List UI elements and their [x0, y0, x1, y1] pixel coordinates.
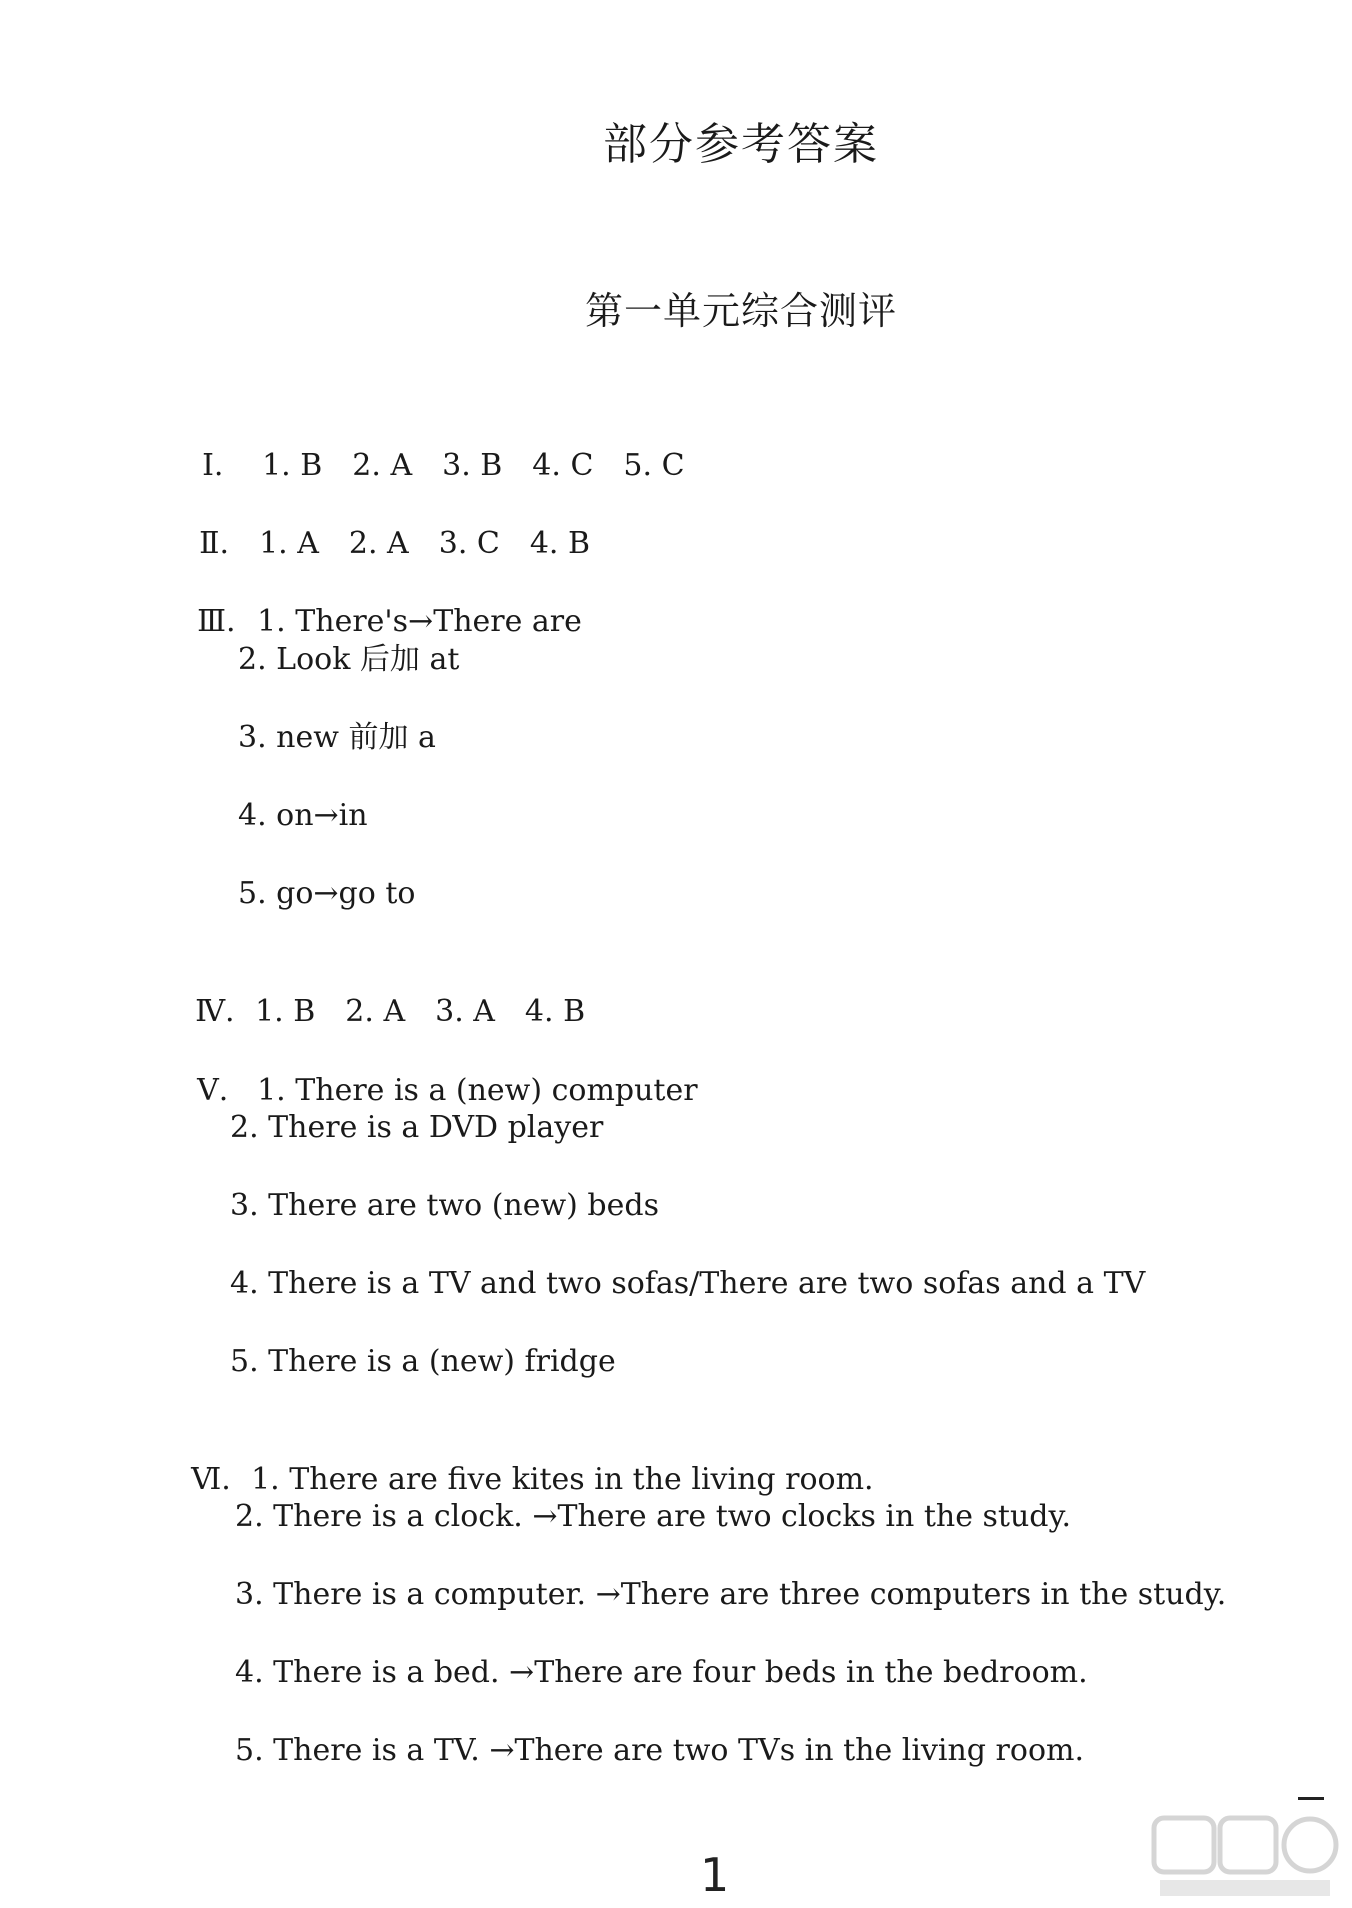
section-3-answer-1: 1. There's→There are	[257, 604, 582, 639]
section-6-answer-1: 1. There are five kites in the living room.	[251, 1462, 874, 1497]
section-3-answer-4: 4. on→in	[238, 798, 368, 833]
section-3-answer-5: 5. go→go to	[238, 876, 416, 911]
section-2-answer-1: 1. A 2. A 3. C 4. B	[259, 526, 591, 561]
section-4-num: Ⅳ.	[195, 994, 235, 1029]
section-1-num: Ⅰ.	[202, 448, 224, 483]
section-5-answer-3: 3. There are two (new) beds	[230, 1188, 659, 1223]
section-2	[180, 484, 590, 564]
section-5-num: Ⅴ.	[197, 1073, 229, 1108]
unit-title: 第一单元综合测评	[584, 289, 897, 333]
section-6-num: Ⅵ.	[191, 1462, 231, 1497]
section-3-num: Ⅲ.	[197, 604, 236, 639]
section-6-answer-5: 5. There is a TV. →There are two TVs in the living room.	[235, 1733, 1084, 1768]
section-5	[178, 1031, 698, 1111]
page-number: 1	[700, 1848, 730, 1902]
section-5-answer-2: 2. There is a DVD player	[230, 1110, 604, 1145]
section-6	[172, 1420, 874, 1500]
section-1-answer-1: 1. B 2. A 3. B 4. C 5. C	[262, 448, 685, 483]
section-6-answer-3: 3. There is a computer. →There are three computers in the study.	[235, 1577, 1227, 1612]
section-5-answer-5: 5. There is a (new) fridge	[230, 1344, 616, 1379]
doc-title: 部分参考答案	[603, 119, 879, 170]
section-1	[183, 406, 685, 486]
section-3	[178, 562, 582, 642]
section-5-answer-1: 1. There is a (new) computer	[257, 1073, 698, 1108]
section-3-answer-2: 2. Look 后加 at	[238, 642, 460, 677]
section-3-answer-3: 3. new 前加 a	[238, 720, 436, 755]
section-4	[176, 952, 585, 1032]
section-4-answer-1: 1. B 2. A 3. A 4. B	[255, 994, 586, 1029]
section-2-num: Ⅱ.	[199, 526, 230, 561]
footer-dash	[1298, 1797, 1324, 1800]
section-6-answer-4: 4. There is a bed. →There are four beds in the bedroom.	[235, 1655, 1088, 1690]
section-5-answer-4: 4. There is a TV and two sofas/There are two sofas and a TV	[230, 1266, 1146, 1301]
watermark-logo	[1150, 1812, 1340, 1902]
section-6-answer-2: 2. There is a clock. →There are two clocks in the study.	[235, 1499, 1072, 1534]
